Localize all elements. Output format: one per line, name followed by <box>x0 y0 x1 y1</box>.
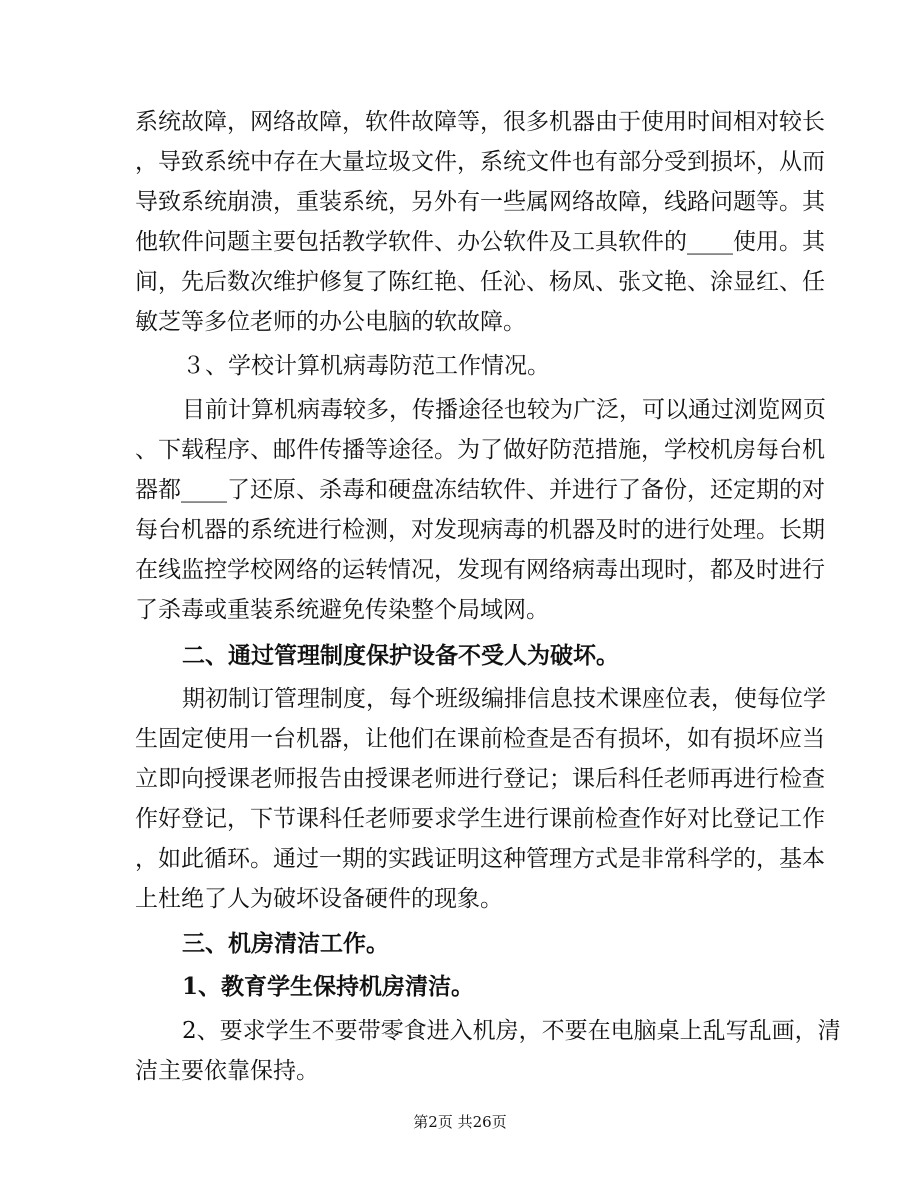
text-line-16: 生固定使用一台机器，让他们在课前检查是否有损坏，如有损坏应当 <box>135 726 825 752</box>
text-line-9: 、下载程序、邮件传播等途径。为了做好防范措施，学校机房每台机 <box>135 437 825 463</box>
text-line-5: 间，先后数次维护修复了陈红艳、任沁、杨凤、张文艳、涂显红、任 <box>135 269 825 295</box>
text-line-18: 作好登记，下节课科任老师要求学生进行课前检查作好对比登记工作 <box>135 806 825 832</box>
list-item-1: 1、教育学生保持机房清洁。 <box>182 973 475 1000</box>
section-heading-3: 三、机房清洁工作。 <box>182 930 389 957</box>
text-line-6: 敏芝等多位老师的办公电脑的软故障。 <box>135 309 526 335</box>
text-line-24: 洁主要依靠保持。 <box>135 1058 319 1084</box>
text-line-15: 期初制订管理制度，每个班级编排信息技术课座位表，使每位学 <box>182 686 826 712</box>
text-line-10: 器都____了还原、杀毒和硬盘冻结软件、并进行了备份，还定期的对 <box>135 477 825 503</box>
text-line-19: ，如此循环。通过一期的实践证明这种管理方式是非常科学的，基本 <box>135 846 825 872</box>
text-line-13: 了杀毒或重装系统避免传染整个局域网。 <box>135 597 549 623</box>
section-heading-2: 二、通过管理制度保护设备不受人为破坏。 <box>182 642 619 669</box>
text-line-20: 上杜绝了人为破坏设备硬件的现象。 <box>135 886 503 912</box>
text-line-11: 每台机器的系统进行检测，对发现病毒的机器及时的进行处理。长期 <box>135 517 825 543</box>
text-line-8: 目前计算机病毒较多，传播途径也较为广泛，可以通过浏览网页 <box>182 397 826 423</box>
text-line-3: 导致系统崩溃，重装系统，另外有一些属网络故障，线路问题等。其 <box>135 189 825 215</box>
text-line-2: ，导致系统中存在大量垃圾文件，系统文件也有部分受到损坏，从而 <box>135 149 825 175</box>
list-item-2: 2、要求学生不要带零食进入机房，不要在电脑桌上乱写乱画，清 <box>182 1018 841 1044</box>
text-line-4: 他软件问题主要包括教学软件、办公软件及工具软件的____使用。其 <box>135 229 825 255</box>
text-line-17: 立即向授课老师报告由授课老师进行登记；课后科任老师再进行检查 <box>135 766 825 792</box>
text-line-7: ３、学校计算机病毒防范工作情况。 <box>182 353 550 379</box>
page-number: 第2页 共26页 <box>413 1113 507 1131</box>
text-line-12: 在线监控学校网络的运转情况，发现有网络病毒出现时，都及时进行 <box>135 557 825 583</box>
text-line-1: 系统故障，网络故障，软件故障等，很多机器由于使用时间相对较长 <box>135 109 825 135</box>
